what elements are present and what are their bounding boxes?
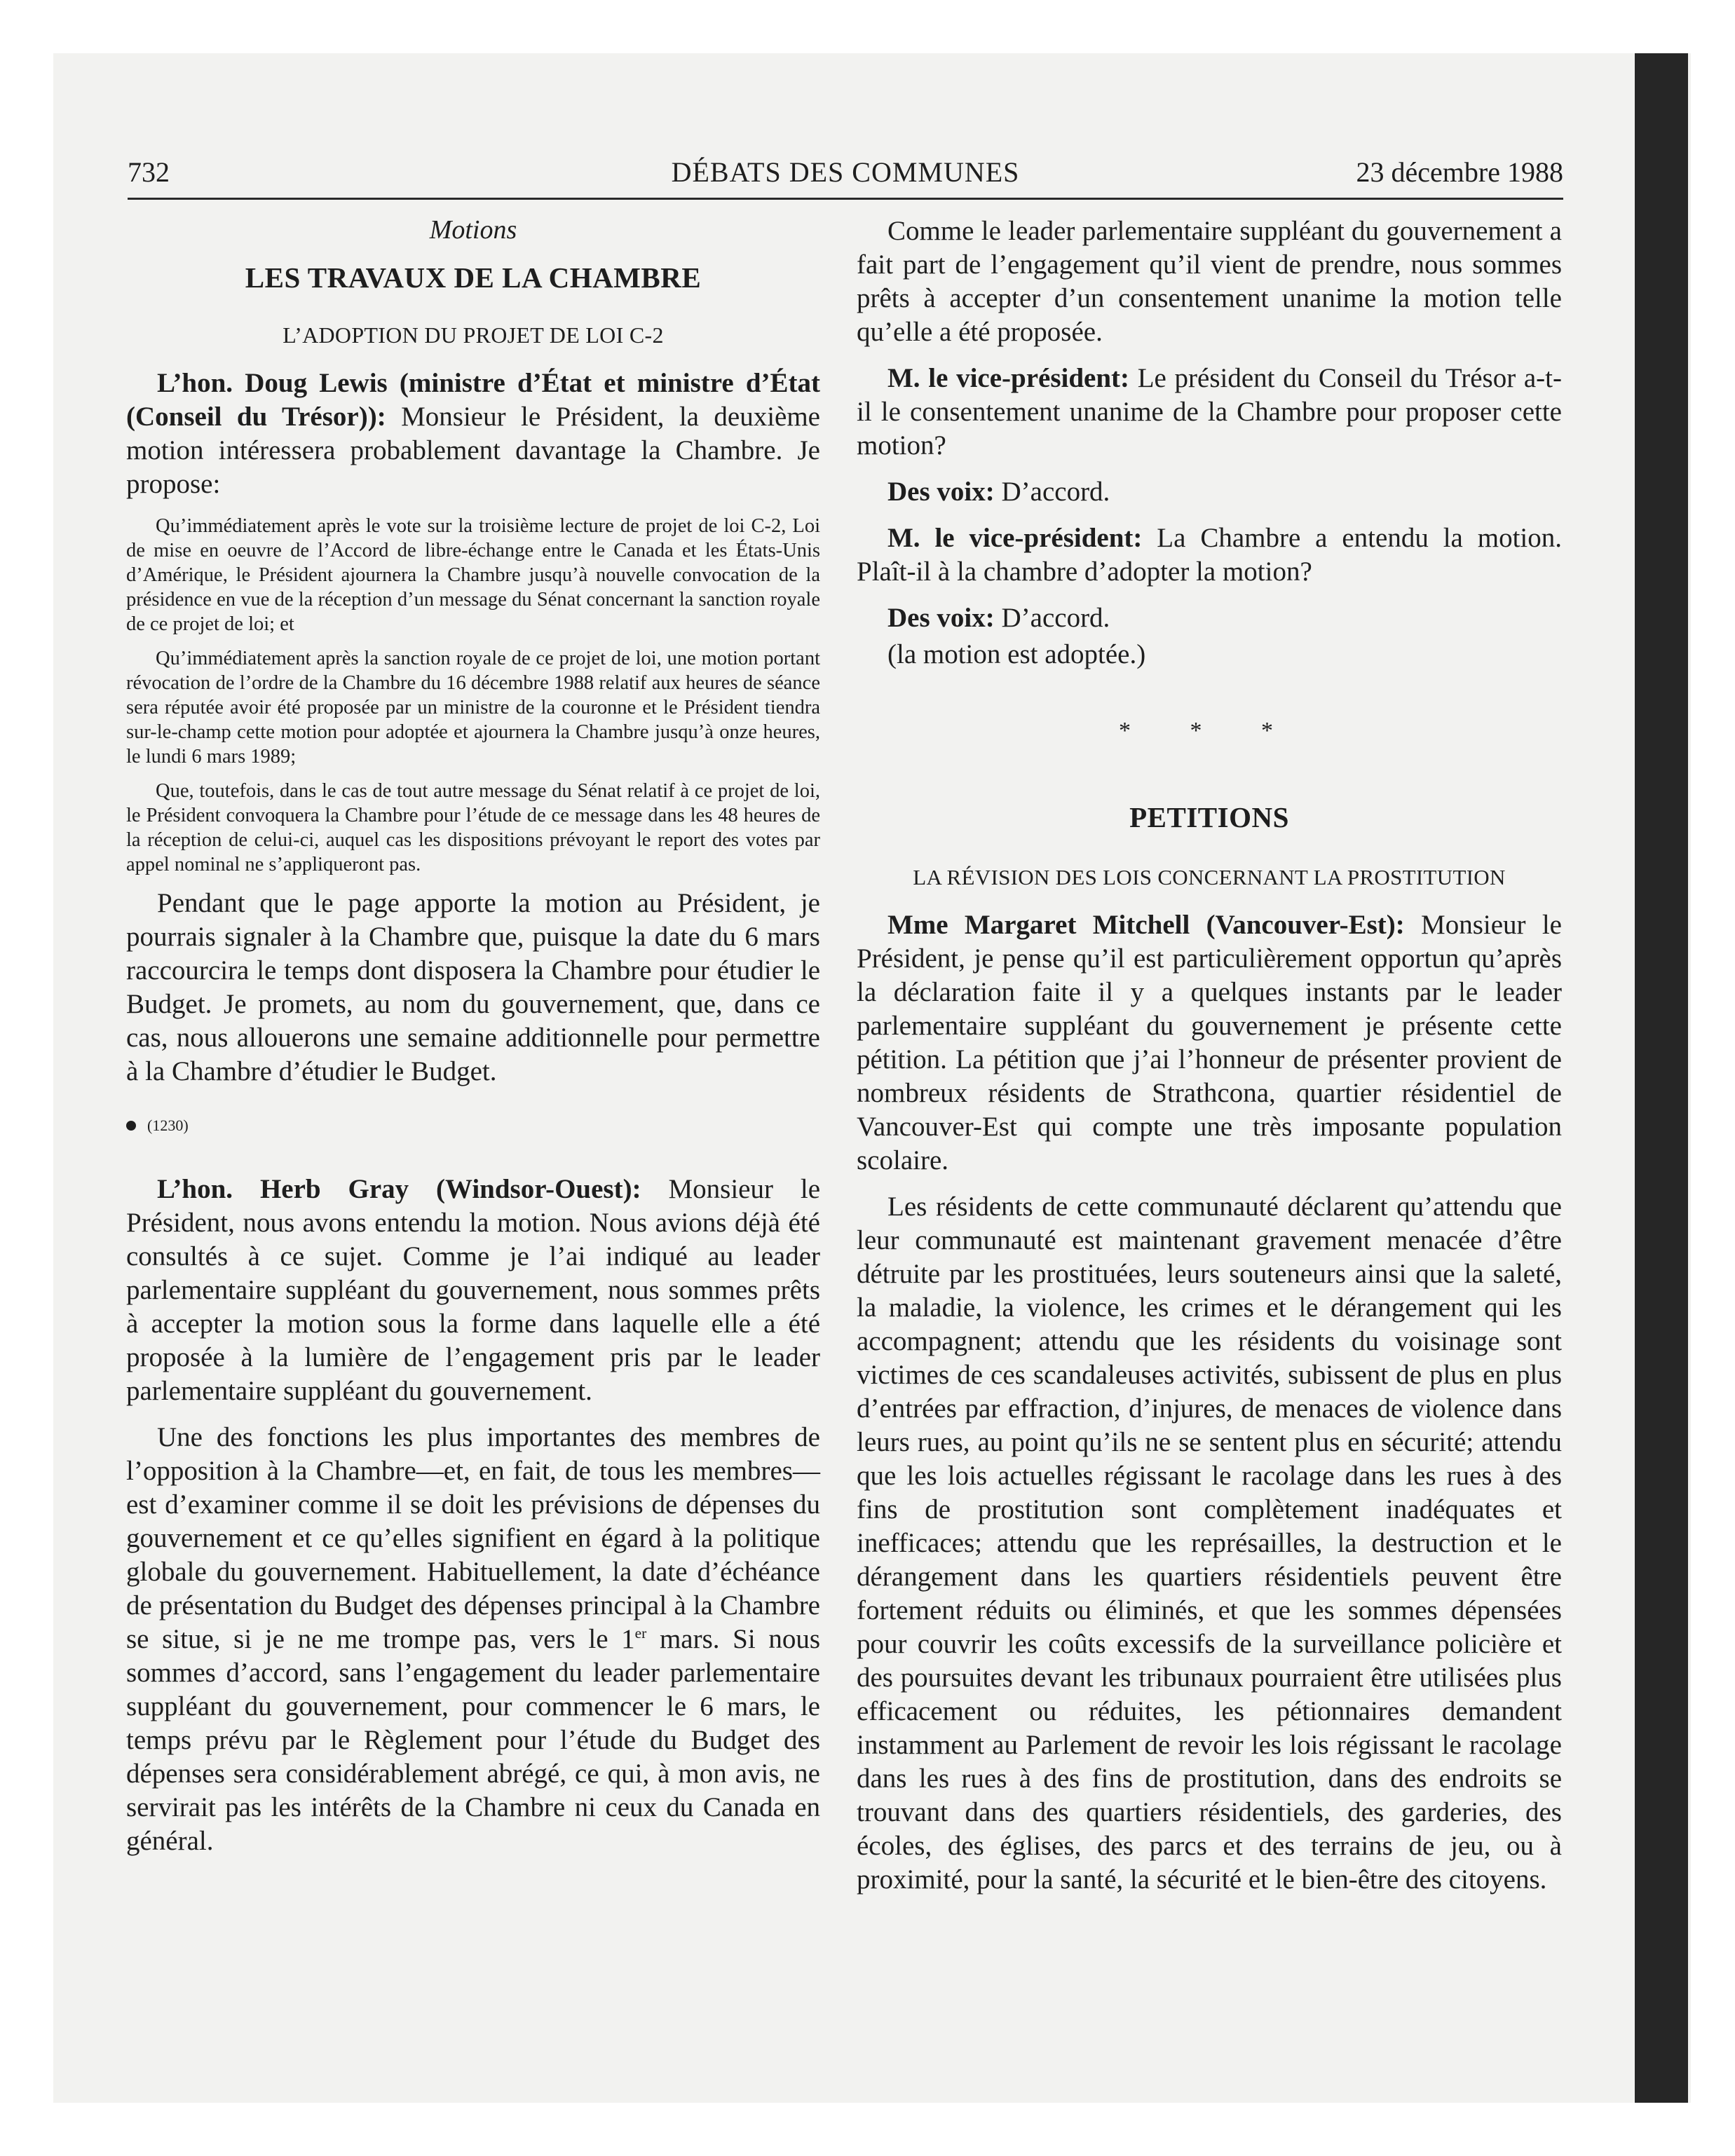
speech-paragraph: Comme le leader parlementaire suppléant du gouvernement a fait part de l’engagement qu’il vient de prendre, nous sommes prêts à accepter d’un consentement unanime la motion telle qu’elle a été proposée. (857, 216, 1562, 347)
speech-paragraph (126, 1421, 820, 1858)
petition-text: Les résidents de cette communauté déclarent qu’attendu que leur communauté est maintenant gravement menacée d’être détruite par les prostituées, leurs souteneurs ainsi que la saleté, la maladie, la violence, les crimes et le dérangement qui les accompagnent; attendu que les résidents du voisinage sont victimes de ces scandaleuses activités, subissent de plus en plus d’entrées par effraction, d’injures, de menaces de violence dans leurs rues, au point qu’ils ne se sentent plus en sécurité; attendu que les lois actuelles régissant le racolage dans les rues à des fins de prostitution sont complètement inadéquates et inefficaces; attendu que les représailles, la destruction et le dérangement dans les quartiers résidentiels peuvent être fortement réduits ou éliminés, et que les sommes dépensées pour couvrir les coûts excessifs de la surveillance policière et des poursuites devant les tribunaux pourraient être utilisées plus efficacement ou réduites, les pétionnaires demandent instamment au Parlement de revoir les lois régissant le racolage dans les rues à des fins de prostitution, dans des endroits se trouvant dans des quartiers résidentiels, des garderies, des écoles, des églises, des parcs et des terrains de jeu, ou à proximité, pour la santé, la sécurité et le bien-être des citoyens. (857, 1192, 1562, 1895)
section-subheading: L’ADOPTION DU PROJET DE LOI C-2 (283, 322, 664, 348)
speech-text: Une des fonctions les plus importantes des membres de l’opposition à la Chambre—et, en fait, de tous les membres—est d’examiner comme il se doit les prévisions de dépenses du gouvernement et ce qu’elles signifient en égard à la politique globale du gouvernement. Habituellement, la date d’échéance de présentation du Budget des dépenses principal à la Chambre se situe, si je ne me trompe pas, vers le 1 (126, 1422, 820, 1654)
speech-voices (857, 601, 1562, 635)
speech-vice-president (857, 362, 1562, 463)
timestamp-text: (1230) (147, 1117, 189, 1134)
ordinal-suffix: er (634, 1625, 647, 1642)
speaker-name: L’hon. Herb Gray (Windsor-Ouest): (157, 1174, 641, 1204)
speech-gray (126, 1173, 820, 1408)
publication-title: DÉBATS DES COMMUNES (671, 156, 1020, 188)
speech-text: Le président du Conseil du Trésor a-t-il le consentement unanime de la Chambre pour proposer cette motion? (857, 363, 1562, 460)
section-heading: PETITIONS (1129, 801, 1289, 833)
speech-vice-president (857, 521, 1562, 589)
publication-date: 23 décembre 1988 (1356, 156, 1563, 188)
speech-text: D’accord. (994, 477, 1110, 507)
right-column (857, 214, 1562, 1909)
speech-lewis (126, 367, 820, 501)
section-subheading: LA RÉVISION DES LOIS CONCERNANT LA PROSTITUTION (913, 865, 1506, 889)
speech-mitchell (857, 908, 1562, 1178)
motion-quote-3: Que, toutefois, dans le cas de tout autre message du Sénat relatif à ce projet de loi, le Président convoquera la Chambre pour l’étude de ce message dans les 48 heures de la réception de celui-ci, auquel cas les dispositions prévoyant le report des votes par appel nominal ne s’appliqueront pas. (126, 780, 820, 875)
scan-edge (1635, 53, 1688, 2103)
speech-text: Monsieur le Président, la deuxième motion intéressera probablement davantage la Chambre. Je propose: (126, 402, 820, 499)
motion-quote-2: Qu’immédiatement après la sanction royale de ce projet de loi, une motion portant révocation de l’ordre de la Chambre du 16 décembre 1988 relatif aux heures de séance sera réputée avoir été proposée par un ministre de la couronne et le Président tiendra sur-le-champ cette motion pour adoptée et ajournera la Chambre jusqu’à onze heures, le lundi 6 mars 1989; (126, 648, 820, 767)
page-header (128, 156, 1563, 200)
speech-text: D’accord. (994, 603, 1110, 633)
speaker-name: L’hon. Doug Lewis (ministre d’État et ministre d’État (Conseil du Trésor)): (126, 368, 820, 432)
speaker-name: M. le vice-président: (887, 363, 1130, 393)
motion-result: (la motion est adoptée.) (887, 639, 1146, 669)
speech-text: Monsieur le Président, nous avons entendu la motion. Nous avions déjà été consultés à ce sujet. Comme je l’ai indiqué au leader parlementaire suppléant du gouvernement, nous sommes prêts à accepter la motion sous la forme dans laquelle elle a été proposée à la lumière de l’engagement pris par le leader parlementaire suppléant du gouvernement. (126, 1174, 821, 1406)
section-label: Motions (429, 215, 517, 245)
left-column (126, 214, 820, 1871)
speech-paragraph: Pendant que le page apporte la motion au Président, je pourrais signaler à la Chambre que, puisque la date du 6 mars raccourcira le temps dont disposera la Chambre pour étudier le Budget. Je promets, au nom du gouvernement, que, dans ce cas, nous allouerons une semaine additionnelle pour permettre à la Chambre d’étudier le Budget. (126, 888, 820, 1086)
speech-text: mars. Si nous sommes d’accord, sans l’engagement du leader parlementaire suppléant du gouvernement, pour commencer le 6 mars, le temps prévu par le Règlement pour l’étude du Budget des dépenses sera considérablement abrégé, ce qui, à mon avis, ne servirait pas les intérêts de la Chambre ni ceux du Canada en général. (126, 1624, 820, 1856)
speech-text: La Chambre a entendu la motion. Plaît-il à la chambre d’adopter la motion? (857, 523, 1562, 587)
section-heading: LES TRAVAUX DE LA CHAMBRE (245, 261, 702, 294)
speaker-name: Mme Margaret Mitchell (Vancouver-Est): (887, 910, 1405, 940)
section-separator: * * * (1119, 718, 1300, 744)
bullet-icon (126, 1121, 136, 1131)
timestamp (126, 1117, 820, 1135)
page-number: 732 (128, 156, 170, 188)
speaker-name: Des voix: (887, 603, 995, 633)
speech-voices (857, 475, 1562, 509)
speech-text: Monsieur le Président, je pense qu’il est particulièrement opportun qu’après la déclaration faite il y a quelques instants par le leader parlementaire suppléant du gouvernement je présente cette pétition. La pétition que j’ai l’honneur de présenter provient de nombreux résidents de Strathcona, quartier résidentiel de Vancouver-Est qui compte une très imposante population scolaire. (857, 910, 1562, 1175)
speaker-name: M. le vice-président: (887, 523, 1143, 553)
speaker-name: Des voix: (887, 477, 995, 507)
motion-quote-1: Qu’immédiatement après le vote sur la troisième lecture de projet de loi C-2, Loi de mise en oeuvre de l’Accord de libre-échange entre le Canada et les États-Unis d’Amérique, le Président ajournera la Chambre jusqu’à nouvelle convocation de la présidence en vue de la réception d’un message du Sénat concernant la sanction royale de ce projet de loi; et (126, 515, 820, 635)
